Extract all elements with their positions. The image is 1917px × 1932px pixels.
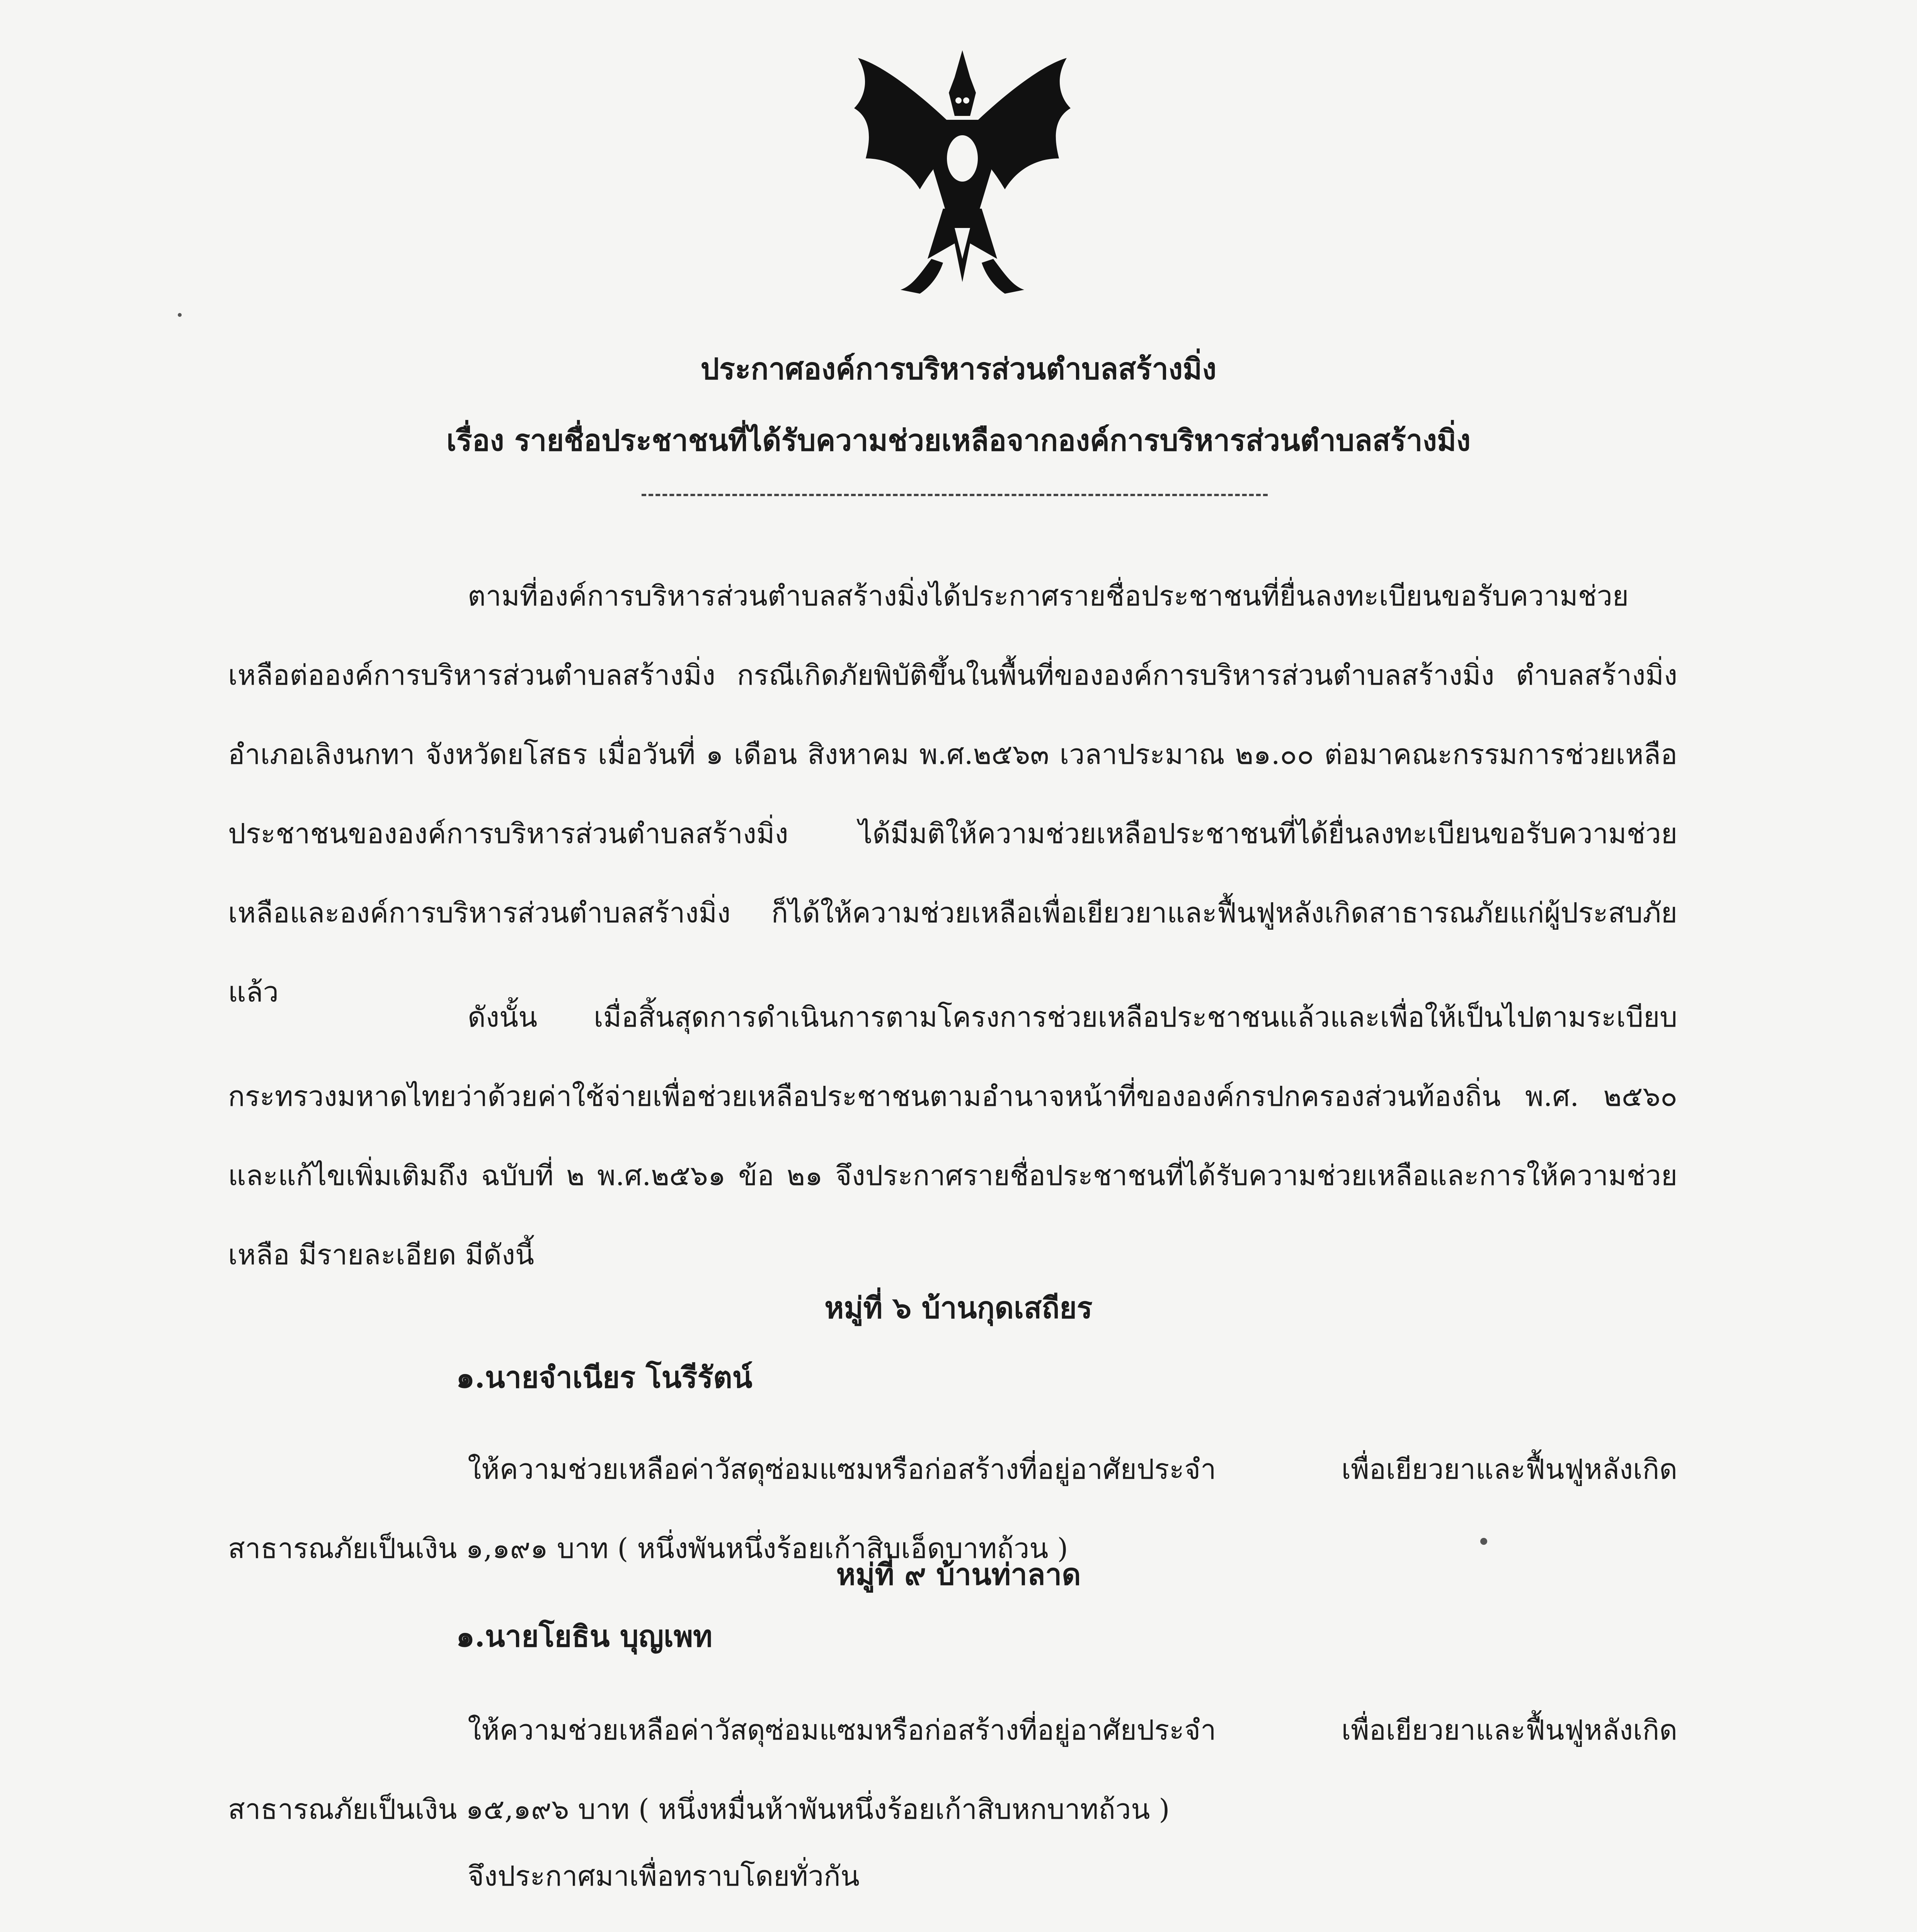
village-heading-9: หมู่ที่ ๙ บ้านท่าลาด [836, 1557, 1081, 1592]
recipient-name-1: ๑.นายจำเนียร โนรีรัตน์ [456, 1360, 752, 1395]
village-heading-6: หมู่ที่ ๖ บ้านกุดเสถียร [824, 1291, 1093, 1325]
body-paragraph-1: ตามที่องค์การบริหารส่วนตำบลสร้างมิ่งได้ประกาศรายชื่อประชาชนที่ยื่นลงทะเบียนขอรับความช่วยเหลือต่อองค์การบริหารส่วนตำบลสร้างมิ่ง กรณีเกิดภัยพิบัติขึ้นในพื้นที่ขององค์การบริหารส่วนตำบลสร้างมิ่ง ตำบลสร้างมิ่ง อำเภอเลิงนกทา จังหวัดยโสธร เมื่อวันที่ ๑ เดือน สิงหาคม พ.ศ.๒๕๖๓ เวลาประมาณ ๒๑.๐๐ ต่อมาคณะกรรมการช่วยเหลือประชาชนขององค์การบริหารส่วนตำบลสร้างมิ่ง ได้มีมติให้ความช่วยเหลือประชาชนที่ได้ยื่นลงทะเบียนขอรับความช่วยเหลือและองค์การบริหารส่วนตำบลสร้างมิ่ง ก็ได้ให้ความช่วยเหลือเพื่อเยียวยาและฟื้นฟูหลังเกิดสาธารณภัยแก่ผู้ประสบภัยแล้ว [228, 580, 1677, 1008]
garuda-emblem-icon [843, 43, 1082, 305]
announcement-subject: เรื่อง รายชื่อประชาชนที่ได้รับความช่วยเหลือจากองค์การบริหารส่วนตำบลสร้างมิ่ง [446, 423, 1471, 457]
scan-speck [1480, 1538, 1487, 1545]
closing-line: จึงประกาศมาเพื่อทราบโดยทั่วกัน [468, 1860, 860, 1892]
divider-line [642, 494, 1268, 496]
body-paragraph-2: ดังนั้น เมื่อสิ้นสุดการดำเนินการตามโครงการช่วยเหลือประชาชนแล้วและเพื่อให้เป็นไปตามระเบียบกระทรวงมหาดไทยว่าด้วยค่าใช้จ่ายเพื่อช่วยเหลือประชาชนตามอำนาจหน้าที่ขององค์กรปกครองส่วนท้องถิ่น พ.ศ. ๒๕๖๐ และแก้ไขเพิ่มเติมถึง ฉบับที่ ๒ พ.ศ.๒๕๖๑ ข้อ ๒๑ จึงประกาศรายชื่อประชาชนที่ได้รับความช่วยเหลือและการให้ความช่วยเหลือ มีรายละเอียด มีดังนี้ [228, 1001, 1677, 1271]
announcement-title: ประกาศองค์การบริหารส่วนตำบลสร้างมิ่ง [700, 352, 1217, 386]
recipient-detail-2: ให้ความช่วยเหลือค่าวัสดุซ่อมแซมหรือก่อสร้างที่อยู่อาศัยประจำ เพื่อเยียวยาและฟื้นฟูหลังเกิดสาธารณภัยเป็นเงิน ๑๕,๑๙๖ บาท ( หนึ่งหมื่นห้าพันหนึ่งร้อยเก้าสิบหกบาทถ้วน ) [228, 1714, 1677, 1825]
scan-speck [178, 313, 182, 317]
recipient-detail-1: ให้ความช่วยเหลือค่าวัสดุซ่อมแซมหรือก่อสร้างที่อยู่อาศัยประจำ เพื่อเยียวยาและฟื้นฟูหลังเกิดสาธารณภัยเป็นเงิน ๑,๑๙๑ บาท ( หนึ่งพันหนึ่งร้อยเก้าสิบเอ็ดบาทถ้วน ) [228, 1453, 1677, 1565]
recipient-name-2: ๑.นายโยธิน บุญเพท [456, 1619, 713, 1653]
